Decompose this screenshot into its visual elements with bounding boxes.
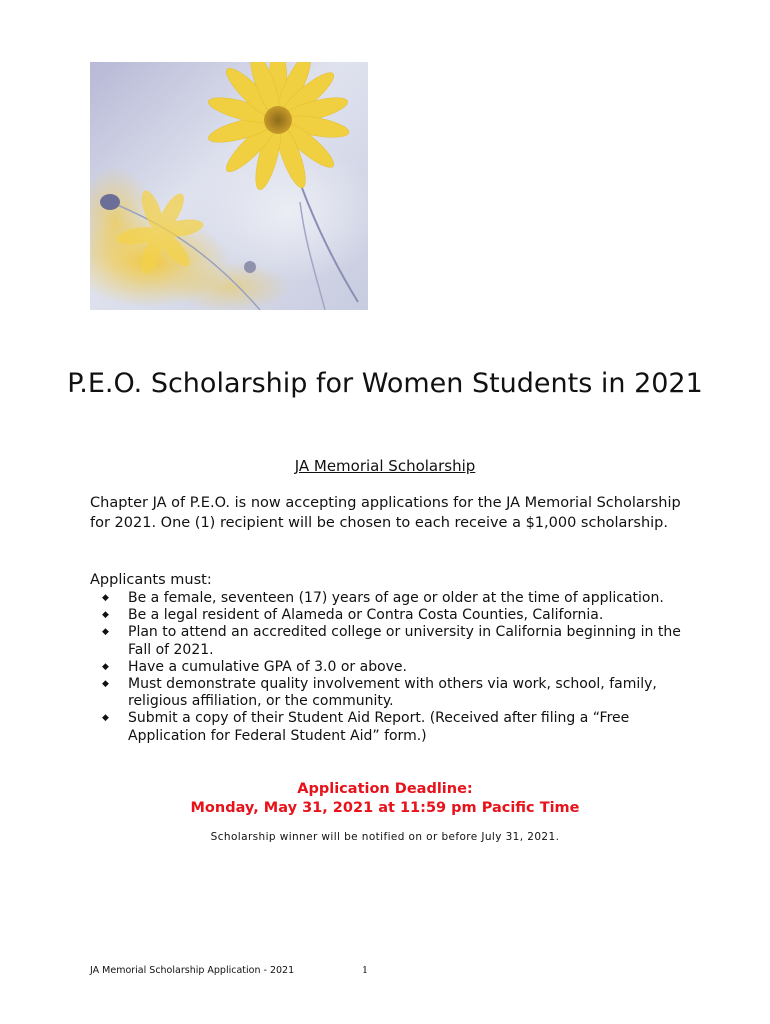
requirement-item bbox=[90, 590, 690, 607]
bullet-icon: ◆ bbox=[102, 627, 109, 638]
bullet-icon: ◆ bbox=[102, 593, 109, 603]
requirement-text: Submit a copy of their Student Aid Report. (Received after filing a “Free Application for Federal Student Aid” form.) bbox=[128, 710, 630, 744]
notification-notice: Scholarship winner will be notified on or before July 31, 2021. bbox=[210, 831, 560, 843]
requirement-text: Be a legal resident of Alameda or Contra Costa Counties, California. bbox=[128, 607, 604, 624]
footer-text: JA Memorial Scholarship Application - 2021 bbox=[90, 965, 295, 976]
document-title: P.E.O. Scholarship for Women Students in 2021 bbox=[67, 368, 703, 399]
bullet-icon: ◆ bbox=[102, 661, 109, 672]
requirement-text: Must demonstrate quality involvement with others via work, school, family, religious affiliation, or the community. bbox=[128, 676, 657, 710]
bullet-icon: ◆ bbox=[102, 713, 109, 724]
requirement-text: Be a female, seventeen (17) years of age or older at the time of application. bbox=[128, 590, 664, 606]
requirement-item bbox=[90, 624, 690, 658]
requirement-item bbox=[90, 710, 690, 744]
intro-paragraph: Chapter JA of P.E.O. is now accepting applications for the JA Memorial Scholarship for 2021. One (1) recipient will be chosen to each receive a $1,000 scholarship. bbox=[90, 495, 681, 531]
bullet-icon: ◆ bbox=[102, 679, 109, 690]
page-number: 1 bbox=[362, 965, 369, 976]
flower-image bbox=[90, 62, 368, 310]
deadline-date: Monday, May 31, 2021 at 11:59 pm Pacific Time bbox=[190, 800, 580, 816]
requirement-item bbox=[90, 607, 690, 624]
deadline-block bbox=[0, 780, 770, 818]
deadline-label: Application Deadline: bbox=[297, 781, 473, 797]
scholarship-subtitle: JA Memorial Scholarship bbox=[294, 457, 476, 475]
requirement-item bbox=[90, 676, 690, 710]
requirement-item bbox=[90, 659, 690, 676]
requirements-heading: Applicants must: bbox=[90, 572, 212, 588]
flower-photo bbox=[90, 62, 368, 310]
requirements-list bbox=[90, 590, 690, 745]
requirement-text: Plan to attend an accredited college or university in California beginning in the Fall of 2021. bbox=[128, 624, 681, 658]
bullet-icon: ◆ bbox=[102, 610, 109, 621]
requirement-text: Have a cumulative GPA of 3.0 or above. bbox=[128, 658, 407, 675]
